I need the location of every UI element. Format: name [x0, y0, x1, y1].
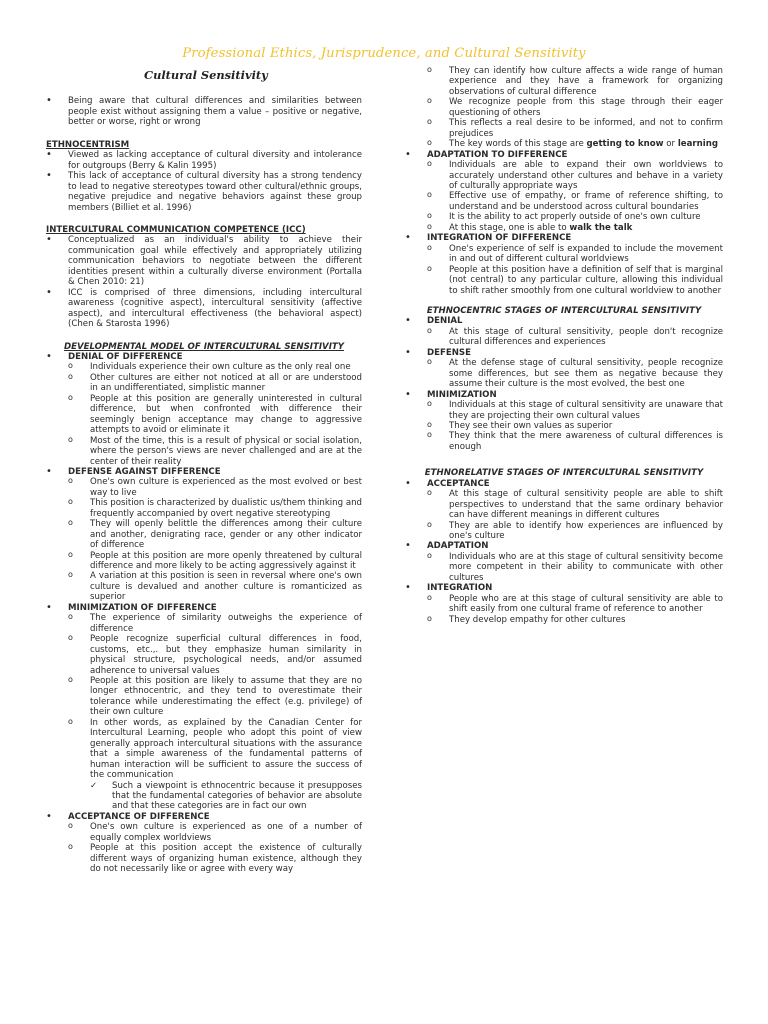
list-item: o The experience of similarity outweighs the experience of difference [68, 613, 362, 634]
ethnorelative-list [405, 479, 723, 625]
intro-list [46, 96, 362, 127]
list-item: • Viewed as lacking acceptance of cultural diversity and intolerance for outgroups (Berry & Kalin 1995) [46, 150, 362, 171]
list-item: o They are able to identify how experiences are influenced by one's culture [427, 521, 723, 542]
stage [405, 583, 723, 625]
ethnocentrism-list [46, 150, 362, 213]
right-column [405, 66, 723, 625]
stage-label: ADAPTATION [427, 541, 489, 552]
icc-list [46, 235, 362, 329]
stage [405, 390, 723, 453]
intro-item: • Being aware that cultural differences and similarities between people exist without assigning them a value – positive or negative, better or worse, right or wrong [46, 96, 362, 127]
dmis-stage [405, 233, 723, 296]
list-item: o This position is characterized by dualistic us/them thinking and frequently accompanied by overt negative stereotyping [68, 498, 362, 519]
stage-label: DENIAL [427, 316, 463, 327]
stage [405, 479, 723, 542]
stage [405, 348, 723, 390]
stage-label: DEFENSE AGAINST DIFFERENCE [68, 466, 221, 477]
ethnocentrism-heading: ETHNOCENTRISM [46, 139, 130, 150]
dmis-stage [46, 812, 362, 875]
list-item: o A variation at this position is seen in reversal where one's own culture is devalued and another culture is romanticized as superior [68, 571, 362, 602]
keyword-getting-to-know: getting to know [586, 139, 664, 150]
stage-label: DEFENSE [427, 347, 471, 358]
keywords-or: or [663, 139, 678, 150]
list-item: o Individuals experience their own culture as the only real one [68, 362, 362, 372]
list-item: o One's own culture is experienced as the most evolved or best way to live [68, 477, 362, 498]
keyword-learning: learning [677, 139, 718, 150]
icc-heading: INTERCULTURAL COMMUNICATION COMPETENCE (ICC) [46, 224, 306, 235]
list-item: o At the defense stage of cultural sensitivity, people recognize some differences, but see them as negative because they assume their culture is the most evolved, the best one [427, 358, 723, 389]
list-item: o It is the ability to act properly outside of one's own culture [427, 212, 723, 222]
list-item: o At this stage of cultural sensitivity people are able to shift perspectives to understand that the same ordinary behavior can have different meanings in different cultures [427, 489, 723, 520]
section-title: Cultural Sensitivity [144, 68, 268, 82]
list-item: o People at this position have a definition of self that is marginal (not central) to any particular culture, allowing this individual to shift rather smoothly from one cultural worldview to another [427, 265, 723, 296]
list-item [427, 139, 723, 149]
ethnocentric-list [405, 316, 723, 452]
acceptance-continued-list [427, 66, 723, 150]
stage [405, 316, 723, 347]
list-item [427, 223, 723, 233]
list-item: o People at this position are more openly threatened by cultural difference and more likely to be acting aggressively against it [68, 551, 362, 572]
list-item: o People recognize superficial cultural differences in food, customs, etc.,. but they emphasize human similarity in physical structure, psychological needs, and/or assumed adherence to universal values [68, 634, 362, 676]
stage-label: ACCEPTANCE [427, 478, 490, 489]
list-item: o Individuals are able to expand their own worldviews to accurately understand other cultures and behave in a variety of culturally appropriate ways [427, 160, 723, 191]
stage-label: INTEGRATION OF DIFFERENCE [427, 233, 572, 244]
list-item: o Other cultures are either not noticed at all or are understood in an undifferentiated, simplistic manner [68, 373, 362, 394]
list-item: • ICC is comprised of three dimensions, including intercultural awareness (cognitive aspect), intercultural sensitivity (affective aspect), and intercultural effectiveness (the behavioral aspect) (Chen & Starosta 1996) [46, 288, 362, 330]
list-item: o Individuals who are at this stage of cultural sensitivity become more competent in their ability to communicate with other cultures [427, 552, 723, 583]
list-item: o At this stage of cultural sensitivity, people don't recognize cultural differences and experiences [427, 327, 723, 348]
list-item: o They think that the mere awareness of cultural differences is enough [427, 431, 723, 452]
keyword-walk-the-talk: walk the talk [569, 222, 633, 233]
list-item: o This reflects a real desire to be informed, and not to confirm prejudices [427, 118, 723, 139]
dmis-list [46, 352, 362, 875]
list-item-text: In other words, as explained by the Canadian Center for Intercultural Learning, people who adopt this point of view generally approach intercultural situations with the assurance that a simple awareness of the fundamental patterns of human interaction will be sufficient to assure the success of the communication [90, 717, 362, 781]
dmis-stage [46, 603, 362, 812]
dmis-stage [405, 150, 723, 234]
left-column [46, 66, 362, 875]
list-item: o People at this position are likely to assume that they are no longer ethnocentric, and they tend to overestimate their tolerance while underestimating the effect (e.g. privilege) of their own culture [68, 676, 362, 718]
list-item: o We recognize people from this stage through their eager questioning of others [427, 97, 723, 118]
stage-label: MINIMIZATION [427, 389, 497, 400]
list-item: o They develop empathy for other cultures [427, 615, 723, 625]
list-item: o Most of the time, this is a result of physical or social isolation, where the person's views are never challenged and are at the center of their reality [68, 436, 362, 467]
stage [405, 541, 723, 583]
stage-label: ACCEPTANCE OF DIFFERENCE [68, 811, 210, 822]
list-item: • This lack of acceptance of cultural diversity has a strong tendency to lead to negative stereotypes toward other cultural/ethnic groups, negative prejudice and negative behaviors against these group members (Billiet et al. 1996) [46, 171, 362, 213]
stage-label: INTEGRATION [427, 583, 493, 594]
list-item: o They see their own values as superior [427, 421, 723, 431]
list-item: o Individuals at this stage of cultural sensitivity are unaware that they are projecting their own cultural values [427, 400, 723, 421]
page-title: Professional Ethics, Jurisprudence, and Cultural Sensitivity [182, 46, 586, 61]
talk-prefix: At this stage, one is able to [449, 222, 570, 233]
dmis-list-continued [405, 150, 723, 296]
check-item: ✓ Such a viewpoint is ethnocentric because it presupposes that the fundamental categories of behavior are absolute and that these categories are in fact our own [90, 781, 362, 812]
list-item: o People at this position are generally uninterested in cultural difference, but when confronted with difference their seemingly benign acceptance may change to aggressive attempts to avoid or eliminate it [68, 394, 362, 436]
dmis-stage [46, 467, 362, 603]
ethnorelative-heading: ETHNORELATIVE STAGES OF INTERCULTURAL SENSITIVITY [424, 468, 704, 479]
list-item: o People at this position accept the existence of culturally different ways of organizing human existence, although they do not necessarily like or agree with every way [68, 843, 362, 874]
dmis-stage [46, 352, 362, 467]
list-item: o They will openly belittle the differences among their culture and another, denigrating race, gender or any other indicator of difference [68, 519, 362, 550]
list-item [68, 718, 362, 812]
list-item: o Effective use of empathy, or frame of reference shifting, to understand and be understood across cultural boundaries [427, 191, 723, 212]
list-item: o One's own culture is experienced as one of a number of equally complex worldviews [68, 822, 362, 843]
ethnocentric-heading: ETHNOCENTRIC STAGES OF INTERCULTURAL SENSITIVITY [426, 305, 702, 316]
keywords-prefix: The key words of this stage are [449, 139, 587, 150]
stage-label: ADAPTATION TO DIFFERENCE [427, 149, 568, 160]
dmis-heading: DEVELOPMENTAL MODEL OF INTERCULTURAL SENSITIVITY [63, 341, 344, 352]
list-item: o One's experience of self is expanded to include the movement in and out of different cultural worldviews [427, 244, 723, 265]
stage-label: DENIAL OF DIFFERENCE [68, 351, 183, 362]
stage-label: MINIMIZATION OF DIFFERENCE [68, 602, 217, 613]
list-item: • Conceptualized as an individual's ability to achieve their communication goal while effectively and appropriately utilizing communication behaviors to negotiate between the different identities present within a culturally diverse environment (Portalla & Chen 2010: 21) [46, 235, 362, 287]
list-item: o People who are at this stage of cultural sensitivity are able to shift easily from one cultural frame of reference to another [427, 594, 723, 615]
list-item: o They can identify how culture affects a wide range of human experience and they have a framework for organizing observations of cultural difference [427, 66, 723, 97]
